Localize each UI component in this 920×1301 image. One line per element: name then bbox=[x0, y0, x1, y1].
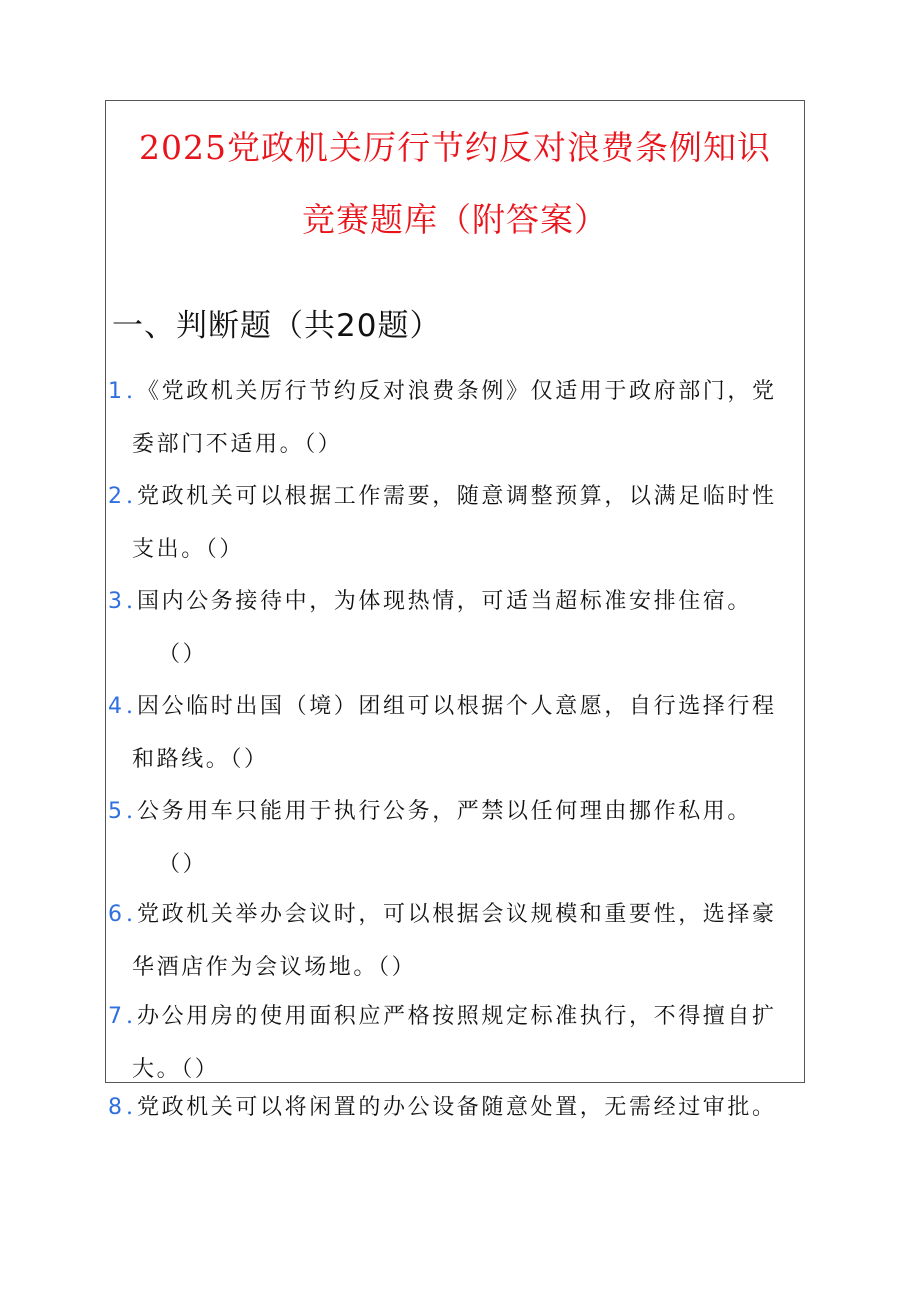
question-text: 公务用车只能用于执行公务，严禁以任何理由挪作私用。 bbox=[137, 799, 753, 824]
question-item-2 bbox=[108, 470, 798, 576]
question-number: 3 bbox=[108, 589, 122, 614]
question-number: 1 bbox=[108, 379, 122, 404]
question-continuation: 大。（） bbox=[132, 1057, 220, 1082]
question-number: 7 bbox=[108, 1004, 122, 1029]
document-title-line-2: 竞赛题库（附答案） bbox=[302, 200, 608, 239]
question-dot: . bbox=[126, 694, 133, 719]
question-dot: . bbox=[126, 484, 133, 509]
document-title-line-1: 2025党政机关厉行节约反对浪费条例知识 bbox=[139, 128, 771, 167]
question-number: 4 bbox=[108, 694, 122, 719]
question-line bbox=[108, 1081, 798, 1134]
question-line bbox=[108, 990, 798, 1043]
question-continuation: 华酒店作为会议场地。（） bbox=[132, 955, 417, 980]
question-item-6 bbox=[108, 888, 798, 994]
question-number: 5 bbox=[108, 799, 122, 824]
question-item-1 bbox=[108, 365, 798, 471]
question-line bbox=[108, 575, 798, 628]
question-dot: . bbox=[126, 799, 133, 824]
question-line bbox=[108, 888, 798, 941]
question-line bbox=[108, 365, 798, 418]
question-dot: . bbox=[126, 902, 133, 927]
question-line bbox=[108, 470, 798, 523]
question-continuation: 支出。（） bbox=[132, 537, 245, 562]
question-number: 6 bbox=[108, 902, 122, 927]
question-number: 2 bbox=[108, 484, 122, 509]
question-continuation: （） bbox=[158, 642, 208, 667]
question-text: 党政机关可以将闲置的办公设备随意处置，无需经过审批。 bbox=[137, 1095, 777, 1120]
question-continuation: （） bbox=[158, 852, 208, 877]
question-text: 党政机关可以根据工作需要，随意调整预算，以满足临时性 bbox=[137, 484, 777, 509]
question-continuation: 委部门不适用。（） bbox=[132, 432, 343, 457]
question-text: 《党政机关厉行节约反对浪费条例》仅适用于政府部门，党 bbox=[137, 379, 777, 404]
question-line bbox=[108, 680, 798, 733]
question-dot: . bbox=[126, 1095, 133, 1120]
question-line bbox=[108, 785, 798, 838]
question-dot: . bbox=[126, 1004, 133, 1029]
question-dot: . bbox=[126, 379, 133, 404]
question-text: 国内公务接待中，为体现热情，可适当超标准安排住宿。 bbox=[137, 589, 753, 614]
question-item-3 bbox=[108, 575, 798, 681]
question-text: 党政机关举办会议时，可以根据会议规模和重要性，选择豪 bbox=[137, 902, 777, 927]
question-text: 因公临时出国（境）团组可以根据个人意愿，自行选择行程 bbox=[137, 694, 777, 719]
question-number: 8 bbox=[108, 1095, 122, 1120]
question-item-4 bbox=[108, 680, 798, 786]
question-item-5 bbox=[108, 785, 798, 891]
section-heading: 一、判断题（共20题） bbox=[112, 308, 442, 344]
question-dot: . bbox=[126, 589, 133, 614]
question-continuation: 和路线。（） bbox=[132, 747, 269, 772]
question-text: 办公用房的使用面积应严格按照规定标准执行，不得擅自扩 bbox=[137, 1004, 777, 1029]
question-item-8 bbox=[108, 1081, 798, 1134]
